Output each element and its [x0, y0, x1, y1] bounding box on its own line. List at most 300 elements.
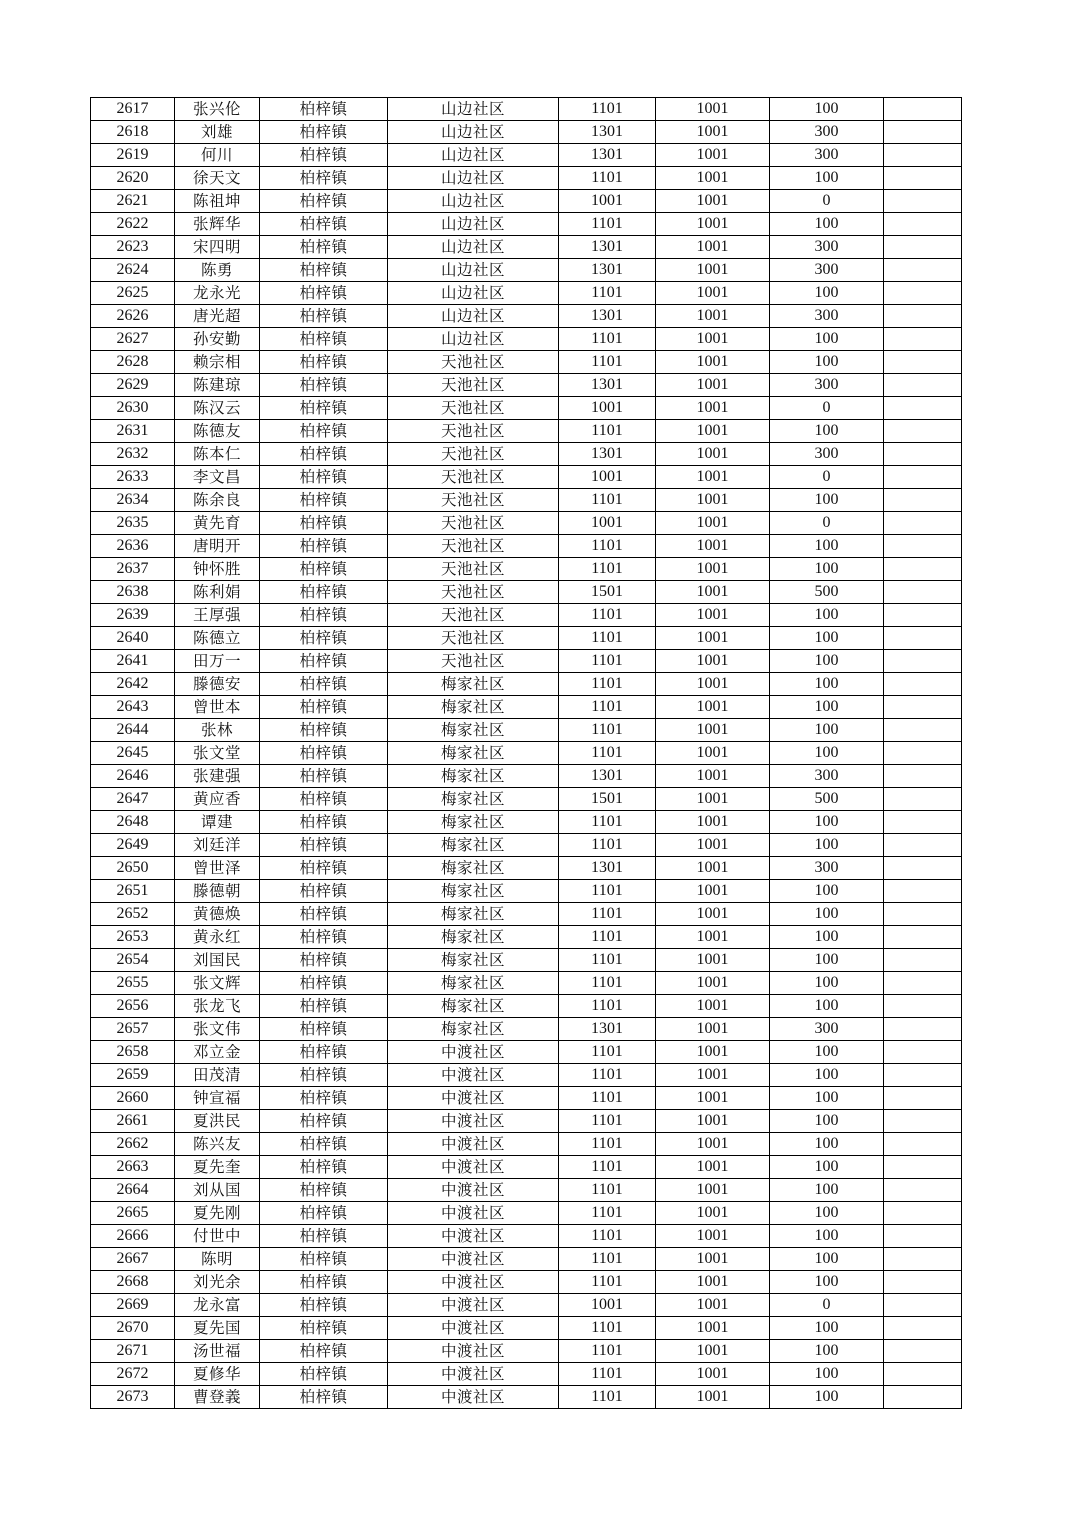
code-a-cell: 1301: [559, 144, 656, 167]
amount-cell: 100: [770, 673, 884, 696]
community-cell: 梅家社区: [388, 1018, 559, 1041]
data-table: [90, 97, 962, 1409]
amount-cell: 300: [770, 443, 884, 466]
code-a-cell: 1101: [559, 604, 656, 627]
remark-cell: [884, 1087, 962, 1110]
name-cell: 付世中: [175, 1225, 260, 1248]
remark-cell: [884, 1363, 962, 1386]
amount-cell: 100: [770, 926, 884, 949]
serial-number-cell: 2618: [91, 121, 175, 144]
table-row: [91, 1133, 962, 1156]
table-row: [91, 305, 962, 328]
remark-cell: [884, 397, 962, 420]
name-cell: 张林: [175, 719, 260, 742]
town-cell: 柏梓镇: [260, 328, 388, 351]
town-cell: 柏梓镇: [260, 1340, 388, 1363]
remark-cell: [884, 374, 962, 397]
community-cell: 山边社区: [388, 213, 559, 236]
table-row: [91, 972, 962, 995]
remark-cell: [884, 1340, 962, 1363]
code-a-cell: 1101: [559, 558, 656, 581]
amount-cell: 100: [770, 351, 884, 374]
code-b-cell: 1001: [656, 213, 770, 236]
amount-cell: 100: [770, 696, 884, 719]
serial-number-cell: 2646: [91, 765, 175, 788]
town-cell: 柏梓镇: [260, 1064, 388, 1087]
amount-cell: 300: [770, 121, 884, 144]
code-a-cell: 1101: [559, 880, 656, 903]
town-cell: 柏梓镇: [260, 98, 388, 121]
table-row: [91, 1179, 962, 1202]
code-b-cell: 1001: [656, 144, 770, 167]
code-a-cell: 1101: [559, 1202, 656, 1225]
amount-cell: 100: [770, 1064, 884, 1087]
community-cell: 天池社区: [388, 489, 559, 512]
name-cell: 张龙飞: [175, 995, 260, 1018]
serial-number-cell: 2645: [91, 742, 175, 765]
code-b-cell: 1001: [656, 236, 770, 259]
code-a-cell: 1101: [559, 949, 656, 972]
town-cell: 柏梓镇: [260, 834, 388, 857]
serial-number-cell: 2642: [91, 673, 175, 696]
code-b-cell: 1001: [656, 420, 770, 443]
name-cell: 何川: [175, 144, 260, 167]
remark-cell: [884, 949, 962, 972]
town-cell: 柏梓镇: [260, 512, 388, 535]
community-cell: 天池社区: [388, 627, 559, 650]
serial-number-cell: 2628: [91, 351, 175, 374]
serial-number-cell: 2655: [91, 972, 175, 995]
serial-number-cell: 2657: [91, 1018, 175, 1041]
code-a-cell: 1101: [559, 926, 656, 949]
serial-number-cell: 2647: [91, 788, 175, 811]
name-cell: 夏先刚: [175, 1202, 260, 1225]
code-a-cell: 1101: [559, 673, 656, 696]
serial-number-cell: 2624: [91, 259, 175, 282]
amount-cell: 100: [770, 903, 884, 926]
community-cell: 天池社区: [388, 558, 559, 581]
amount-cell: 100: [770, 972, 884, 995]
remark-cell: [884, 627, 962, 650]
table-row: [91, 1294, 962, 1317]
code-b-cell: 1001: [656, 535, 770, 558]
serial-number-cell: 2663: [91, 1156, 175, 1179]
code-b-cell: 1001: [656, 121, 770, 144]
code-b-cell: 1001: [656, 1271, 770, 1294]
name-cell: 陈建琼: [175, 374, 260, 397]
amount-cell: 100: [770, 98, 884, 121]
town-cell: 柏梓镇: [260, 1110, 388, 1133]
code-b-cell: 1001: [656, 719, 770, 742]
serial-number-cell: 2648: [91, 811, 175, 834]
code-b-cell: 1001: [656, 1110, 770, 1133]
town-cell: 柏梓镇: [260, 926, 388, 949]
community-cell: 中渡社区: [388, 1340, 559, 1363]
table-row: [91, 259, 962, 282]
amount-cell: 100: [770, 1156, 884, 1179]
amount-cell: 500: [770, 788, 884, 811]
code-a-cell: 1101: [559, 1179, 656, 1202]
table-row: [91, 1340, 962, 1363]
town-cell: 柏梓镇: [260, 167, 388, 190]
amount-cell: 100: [770, 1041, 884, 1064]
amount-cell: 300: [770, 374, 884, 397]
table-row: [91, 121, 962, 144]
table-row: [91, 765, 962, 788]
serial-number-cell: 2619: [91, 144, 175, 167]
code-a-cell: 1101: [559, 742, 656, 765]
town-cell: 柏梓镇: [260, 719, 388, 742]
serial-number-cell: 2659: [91, 1064, 175, 1087]
table-row: [91, 282, 962, 305]
name-cell: 陈余良: [175, 489, 260, 512]
code-b-cell: 1001: [656, 282, 770, 305]
community-cell: 梅家社区: [388, 949, 559, 972]
table-row: [91, 742, 962, 765]
code-a-cell: 1101: [559, 719, 656, 742]
amount-cell: 100: [770, 627, 884, 650]
community-cell: 山边社区: [388, 259, 559, 282]
name-cell: 曾世泽: [175, 857, 260, 880]
town-cell: 柏梓镇: [260, 397, 388, 420]
name-cell: 张文伟: [175, 1018, 260, 1041]
amount-cell: 100: [770, 213, 884, 236]
amount-cell: 300: [770, 765, 884, 788]
serial-number-cell: 2629: [91, 374, 175, 397]
amount-cell: 100: [770, 742, 884, 765]
code-a-cell: 1101: [559, 535, 656, 558]
name-cell: 曾世本: [175, 696, 260, 719]
code-a-cell: 1101: [559, 420, 656, 443]
community-cell: 中渡社区: [388, 1133, 559, 1156]
table-row: [91, 489, 962, 512]
serial-number-cell: 2641: [91, 650, 175, 673]
town-cell: 柏梓镇: [260, 1317, 388, 1340]
community-cell: 中渡社区: [388, 1202, 559, 1225]
table-row: [91, 374, 962, 397]
amount-cell: 100: [770, 558, 884, 581]
amount-cell: 100: [770, 328, 884, 351]
code-a-cell: 1101: [559, 167, 656, 190]
code-b-cell: 1001: [656, 995, 770, 1018]
serial-number-cell: 2644: [91, 719, 175, 742]
code-b-cell: 1001: [656, 857, 770, 880]
name-cell: 唐光超: [175, 305, 260, 328]
serial-number-cell: 2632: [91, 443, 175, 466]
remark-cell: [884, 1133, 962, 1156]
table-row: [91, 1087, 962, 1110]
remark-cell: [884, 1225, 962, 1248]
community-cell: 梅家社区: [388, 972, 559, 995]
amount-cell: 0: [770, 397, 884, 420]
code-a-cell: 1101: [559, 489, 656, 512]
amount-cell: 100: [770, 1087, 884, 1110]
serial-number-cell: 2623: [91, 236, 175, 259]
town-cell: 柏梓镇: [260, 1018, 388, 1041]
serial-number-cell: 2658: [91, 1041, 175, 1064]
serial-number-cell: 2666: [91, 1225, 175, 1248]
community-cell: 天池社区: [388, 351, 559, 374]
code-b-cell: 1001: [656, 1225, 770, 1248]
table-row: [91, 1156, 962, 1179]
table-row: [91, 1225, 962, 1248]
name-cell: 陈祖坤: [175, 190, 260, 213]
town-cell: 柏梓镇: [260, 1041, 388, 1064]
amount-cell: 100: [770, 1363, 884, 1386]
code-a-cell: 1101: [559, 98, 656, 121]
code-b-cell: 1001: [656, 811, 770, 834]
community-cell: 山边社区: [388, 144, 559, 167]
serial-number-cell: 2668: [91, 1271, 175, 1294]
name-cell: 陈兴友: [175, 1133, 260, 1156]
name-cell: 张建强: [175, 765, 260, 788]
community-cell: 梅家社区: [388, 673, 559, 696]
table-row: [91, 443, 962, 466]
table-row: [91, 466, 962, 489]
code-a-cell: 1301: [559, 1018, 656, 1041]
name-cell: 滕德安: [175, 673, 260, 696]
remark-cell: [884, 742, 962, 765]
table-row: [91, 926, 962, 949]
name-cell: 田茂清: [175, 1064, 260, 1087]
amount-cell: 100: [770, 167, 884, 190]
town-cell: 柏梓镇: [260, 121, 388, 144]
name-cell: 龙永光: [175, 282, 260, 305]
community-cell: 中渡社区: [388, 1179, 559, 1202]
code-a-cell: 1101: [559, 1087, 656, 1110]
amount-cell: 500: [770, 581, 884, 604]
amount-cell: 300: [770, 259, 884, 282]
serial-number-cell: 2662: [91, 1133, 175, 1156]
table-row: [91, 880, 962, 903]
code-b-cell: 1001: [656, 1133, 770, 1156]
code-a-cell: 1501: [559, 581, 656, 604]
name-cell: 刘雄: [175, 121, 260, 144]
community-cell: 天池社区: [388, 512, 559, 535]
table-row: [91, 328, 962, 351]
code-a-cell: 1101: [559, 696, 656, 719]
town-cell: 柏梓镇: [260, 1179, 388, 1202]
code-a-cell: 1101: [559, 1156, 656, 1179]
code-b-cell: 1001: [656, 1202, 770, 1225]
town-cell: 柏梓镇: [260, 1202, 388, 1225]
amount-cell: 100: [770, 1133, 884, 1156]
name-cell: 刘廷洋: [175, 834, 260, 857]
serial-number-cell: 2625: [91, 282, 175, 305]
code-a-cell: 1101: [559, 1386, 656, 1409]
serial-number-cell: 2639: [91, 604, 175, 627]
town-cell: 柏梓镇: [260, 236, 388, 259]
code-b-cell: 1001: [656, 1018, 770, 1041]
town-cell: 柏梓镇: [260, 466, 388, 489]
name-cell: 夏先国: [175, 1317, 260, 1340]
town-cell: 柏梓镇: [260, 1087, 388, 1110]
town-cell: 柏梓镇: [260, 351, 388, 374]
name-cell: 孙安勤: [175, 328, 260, 351]
name-cell: 陈汉云: [175, 397, 260, 420]
name-cell: 张文堂: [175, 742, 260, 765]
community-cell: 中渡社区: [388, 1087, 559, 1110]
table-row: [91, 420, 962, 443]
code-b-cell: 1001: [656, 443, 770, 466]
serial-number-cell: 2620: [91, 167, 175, 190]
serial-number-cell: 2653: [91, 926, 175, 949]
code-a-cell: 1301: [559, 443, 656, 466]
code-a-cell: 1101: [559, 650, 656, 673]
table-row: [91, 811, 962, 834]
town-cell: 柏梓镇: [260, 144, 388, 167]
community-cell: 中渡社区: [388, 1271, 559, 1294]
amount-cell: 100: [770, 880, 884, 903]
code-a-cell: 1301: [559, 374, 656, 397]
remark-cell: [884, 535, 962, 558]
community-cell: 中渡社区: [388, 1064, 559, 1087]
table-row: [91, 949, 962, 972]
town-cell: 柏梓镇: [260, 995, 388, 1018]
name-cell: 黄先育: [175, 512, 260, 535]
remark-cell: [884, 213, 962, 236]
community-cell: 中渡社区: [388, 1317, 559, 1340]
serial-number-cell: 2622: [91, 213, 175, 236]
code-b-cell: 1001: [656, 1248, 770, 1271]
code-b-cell: 1001: [656, 1294, 770, 1317]
table-row: [91, 719, 962, 742]
community-cell: 山边社区: [388, 98, 559, 121]
name-cell: 汤世福: [175, 1340, 260, 1363]
town-cell: 柏梓镇: [260, 213, 388, 236]
amount-cell: 100: [770, 1271, 884, 1294]
remark-cell: [884, 673, 962, 696]
name-cell: 张辉华: [175, 213, 260, 236]
serial-number-cell: 2635: [91, 512, 175, 535]
remark-cell: [884, 1271, 962, 1294]
town-cell: 柏梓镇: [260, 1156, 388, 1179]
code-a-cell: 1001: [559, 1294, 656, 1317]
code-b-cell: 1001: [656, 696, 770, 719]
code-b-cell: 1001: [656, 742, 770, 765]
code-b-cell: 1001: [656, 604, 770, 627]
table-row: [91, 1317, 962, 1340]
serial-number-cell: 2626: [91, 305, 175, 328]
community-cell: 天池社区: [388, 443, 559, 466]
remark-cell: [884, 1248, 962, 1271]
community-cell: 梅家社区: [388, 719, 559, 742]
code-a-cell: 1501: [559, 788, 656, 811]
name-cell: 黄应香: [175, 788, 260, 811]
town-cell: 柏梓镇: [260, 282, 388, 305]
town-cell: 柏梓镇: [260, 627, 388, 650]
serial-number-cell: 2637: [91, 558, 175, 581]
table-row: [91, 351, 962, 374]
community-cell: 中渡社区: [388, 1294, 559, 1317]
name-cell: 陈德友: [175, 420, 260, 443]
code-a-cell: 1101: [559, 351, 656, 374]
name-cell: 夏先奎: [175, 1156, 260, 1179]
name-cell: 陈明: [175, 1248, 260, 1271]
town-cell: 柏梓镇: [260, 1248, 388, 1271]
town-cell: 柏梓镇: [260, 788, 388, 811]
code-a-cell: 1301: [559, 236, 656, 259]
remark-cell: [884, 696, 962, 719]
code-a-cell: 1101: [559, 1110, 656, 1133]
town-cell: 柏梓镇: [260, 1225, 388, 1248]
table-row: [91, 995, 962, 1018]
town-cell: 柏梓镇: [260, 880, 388, 903]
serial-number-cell: 2672: [91, 1363, 175, 1386]
community-cell: 中渡社区: [388, 1386, 559, 1409]
remark-cell: [884, 1110, 962, 1133]
code-b-cell: 1001: [656, 489, 770, 512]
amount-cell: 100: [770, 811, 884, 834]
code-b-cell: 1001: [656, 1363, 770, 1386]
code-a-cell: 1101: [559, 282, 656, 305]
community-cell: 梅家社区: [388, 880, 559, 903]
table-row: [91, 190, 962, 213]
table-row: [91, 1248, 962, 1271]
code-a-cell: 1101: [559, 1041, 656, 1064]
serial-number-cell: 2665: [91, 1202, 175, 1225]
name-cell: 田万一: [175, 650, 260, 673]
remark-cell: [884, 558, 962, 581]
code-b-cell: 1001: [656, 374, 770, 397]
serial-number-cell: 2627: [91, 328, 175, 351]
remark-cell: [884, 1041, 962, 1064]
name-cell: 钟宣福: [175, 1087, 260, 1110]
serial-number-cell: 2630: [91, 397, 175, 420]
remark-cell: [884, 857, 962, 880]
community-cell: 梅家社区: [388, 696, 559, 719]
town-cell: 柏梓镇: [260, 1363, 388, 1386]
code-a-cell: 1001: [559, 190, 656, 213]
name-cell: 钟怀胜: [175, 558, 260, 581]
amount-cell: 100: [770, 650, 884, 673]
serial-number-cell: 2654: [91, 949, 175, 972]
remark-cell: [884, 144, 962, 167]
amount-cell: 100: [770, 1110, 884, 1133]
code-a-cell: 1101: [559, 627, 656, 650]
community-cell: 梅家社区: [388, 811, 559, 834]
amount-cell: 100: [770, 949, 884, 972]
town-cell: 柏梓镇: [260, 374, 388, 397]
amount-cell: 100: [770, 719, 884, 742]
code-b-cell: 1001: [656, 788, 770, 811]
table-row: [91, 535, 962, 558]
name-cell: 谭建: [175, 811, 260, 834]
code-a-cell: 1001: [559, 512, 656, 535]
code-a-cell: 1101: [559, 1363, 656, 1386]
remark-cell: [884, 466, 962, 489]
remark-cell: [884, 420, 962, 443]
code-a-cell: 1001: [559, 397, 656, 420]
remark-cell: [884, 259, 962, 282]
town-cell: 柏梓镇: [260, 765, 388, 788]
serial-number-cell: 2664: [91, 1179, 175, 1202]
table-body: [91, 98, 962, 1409]
code-a-cell: 1101: [559, 972, 656, 995]
code-b-cell: 1001: [656, 1041, 770, 1064]
code-b-cell: 1001: [656, 581, 770, 604]
town-cell: 柏梓镇: [260, 1271, 388, 1294]
community-cell: 天池社区: [388, 604, 559, 627]
code-b-cell: 1001: [656, 1340, 770, 1363]
table-row: [91, 397, 962, 420]
remark-cell: [884, 167, 962, 190]
table-row: [91, 650, 962, 673]
amount-cell: 100: [770, 1248, 884, 1271]
code-b-cell: 1001: [656, 1317, 770, 1340]
code-b-cell: 1001: [656, 650, 770, 673]
name-cell: 邓立金: [175, 1041, 260, 1064]
